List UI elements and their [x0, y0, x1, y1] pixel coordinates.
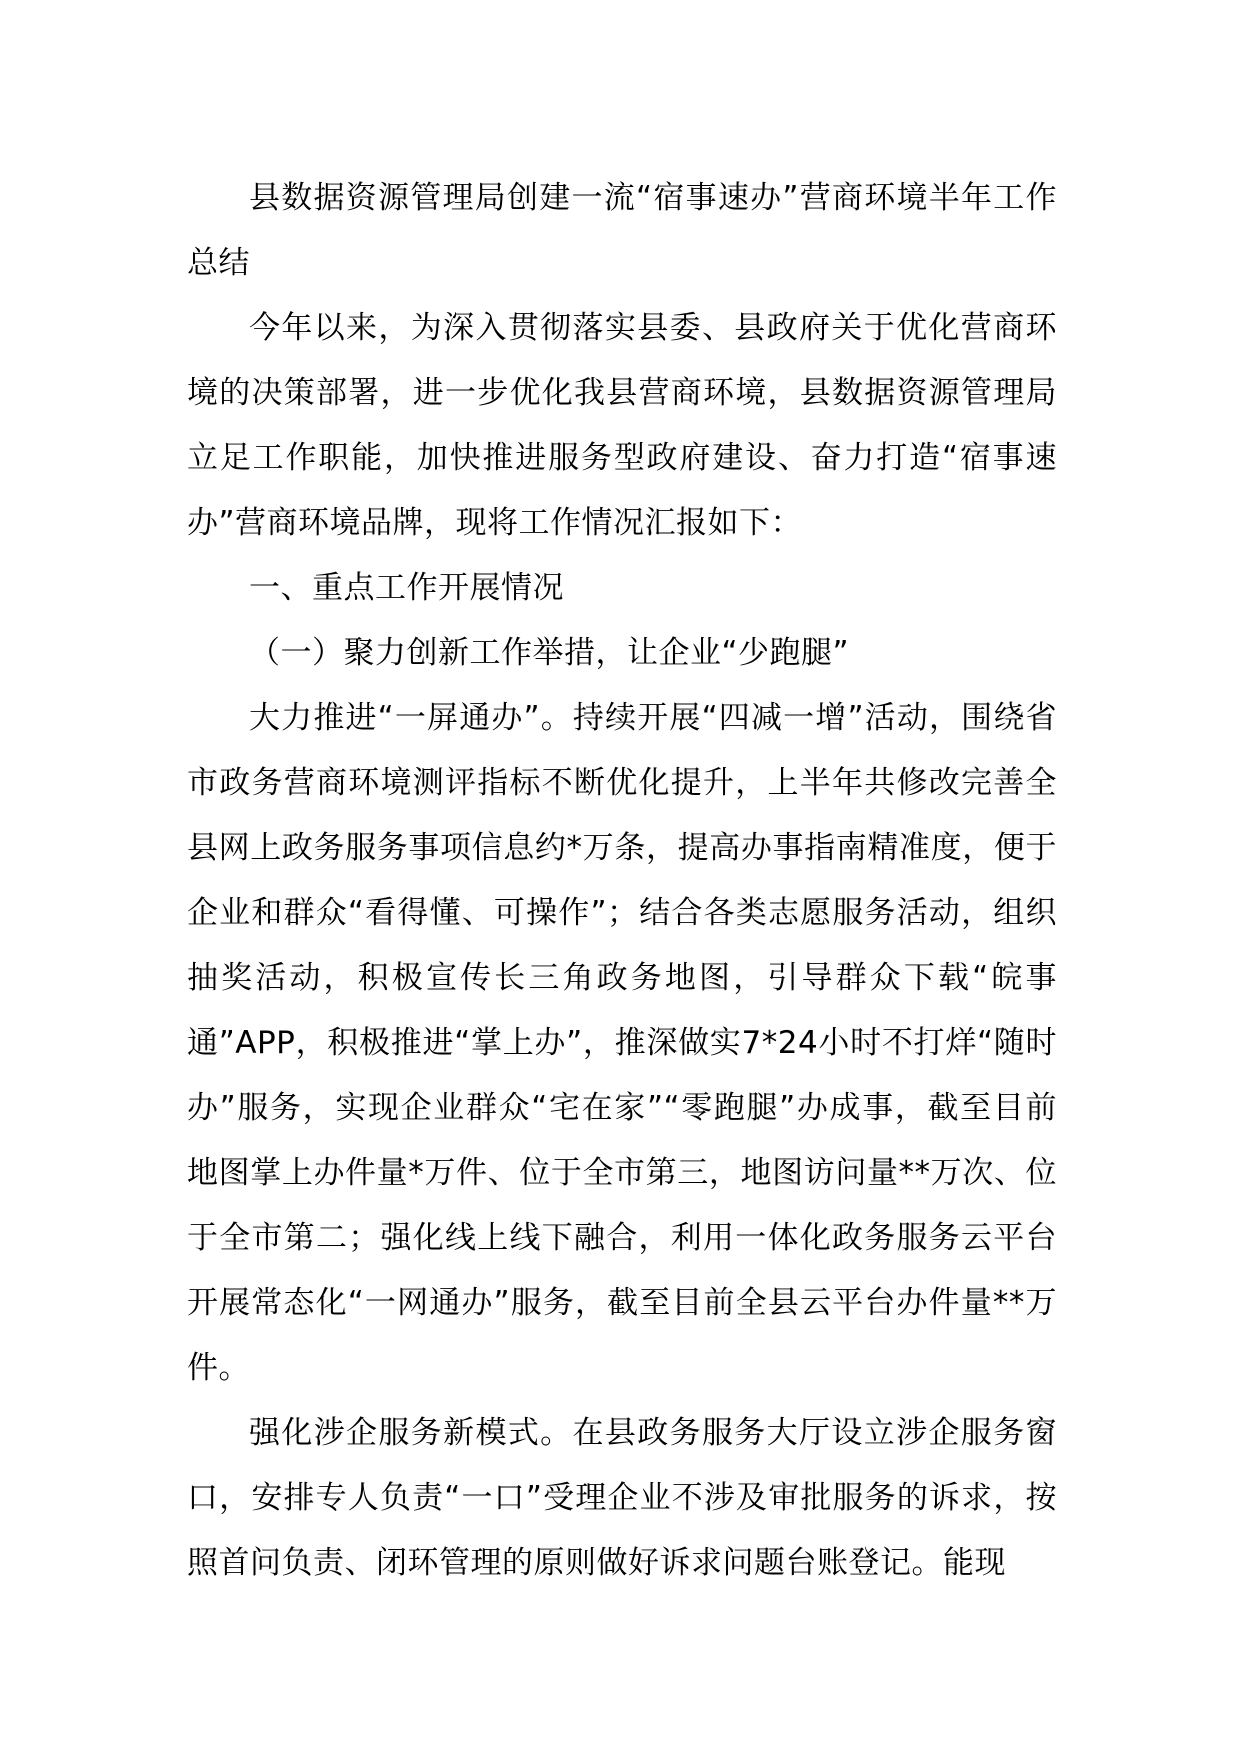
body-paragraph: 强化涉企服务新模式。在县政务服务大厅设立涉企服务窗口，安排专人负责“一口”受理企业不涉及审批服务的诉求，按照首问负责、闭环管理的原则做好诉求问题台账登记。能现	[187, 1415, 1057, 1581]
document-title: 县数据资源管理局创建一流“宿事速办”营商环境半年工作总结	[187, 180, 1057, 281]
intro-paragraph: 今年以来，为深入贯彻落实县委、县政府关于优化营商环境的决策部署，进一步优化我县营商环境，县数据资源管理局立足工作职能，加快推进服务型政府建设、奋力打造“宿事速办”营商环境品牌，现将工作情况汇报如下：	[187, 310, 1057, 541]
document-body	[187, 166, 1057, 1596]
body-paragraph: 大力推进“一屏通办”。持续开展“四减一增”活动，围绕省市政务营商环境测评指标不断优化提升，上半年共修改完善全县网上政务服务事项信息约*万条，提高办事指南精准度，便于企业和群众“看得懂、可操作”；结合各类志愿服务活动，组织抽奖活动，积极宣传长三角政务地图，引导群众下载“皖事通”APP，积极推进“掌上办”，推深做实7*24小时不打烊“随时办”服务，实现企业群众“宅在家”“零跑腿”办成事，截至目前地图掌上办件量*万件、位于全市第三，地图访问量**万次、位于全市第二；强化线上线下融合，利用一体化政务服务云平台开展常态化“一网通办”服务，截至目前全县云平台办件量**万件。	[187, 700, 1057, 1386]
section-heading: 一、重点工作开展情况	[249, 570, 564, 606]
subsection-heading: （一）聚力创新工作举措，让企业“少跑腿”	[249, 635, 850, 671]
